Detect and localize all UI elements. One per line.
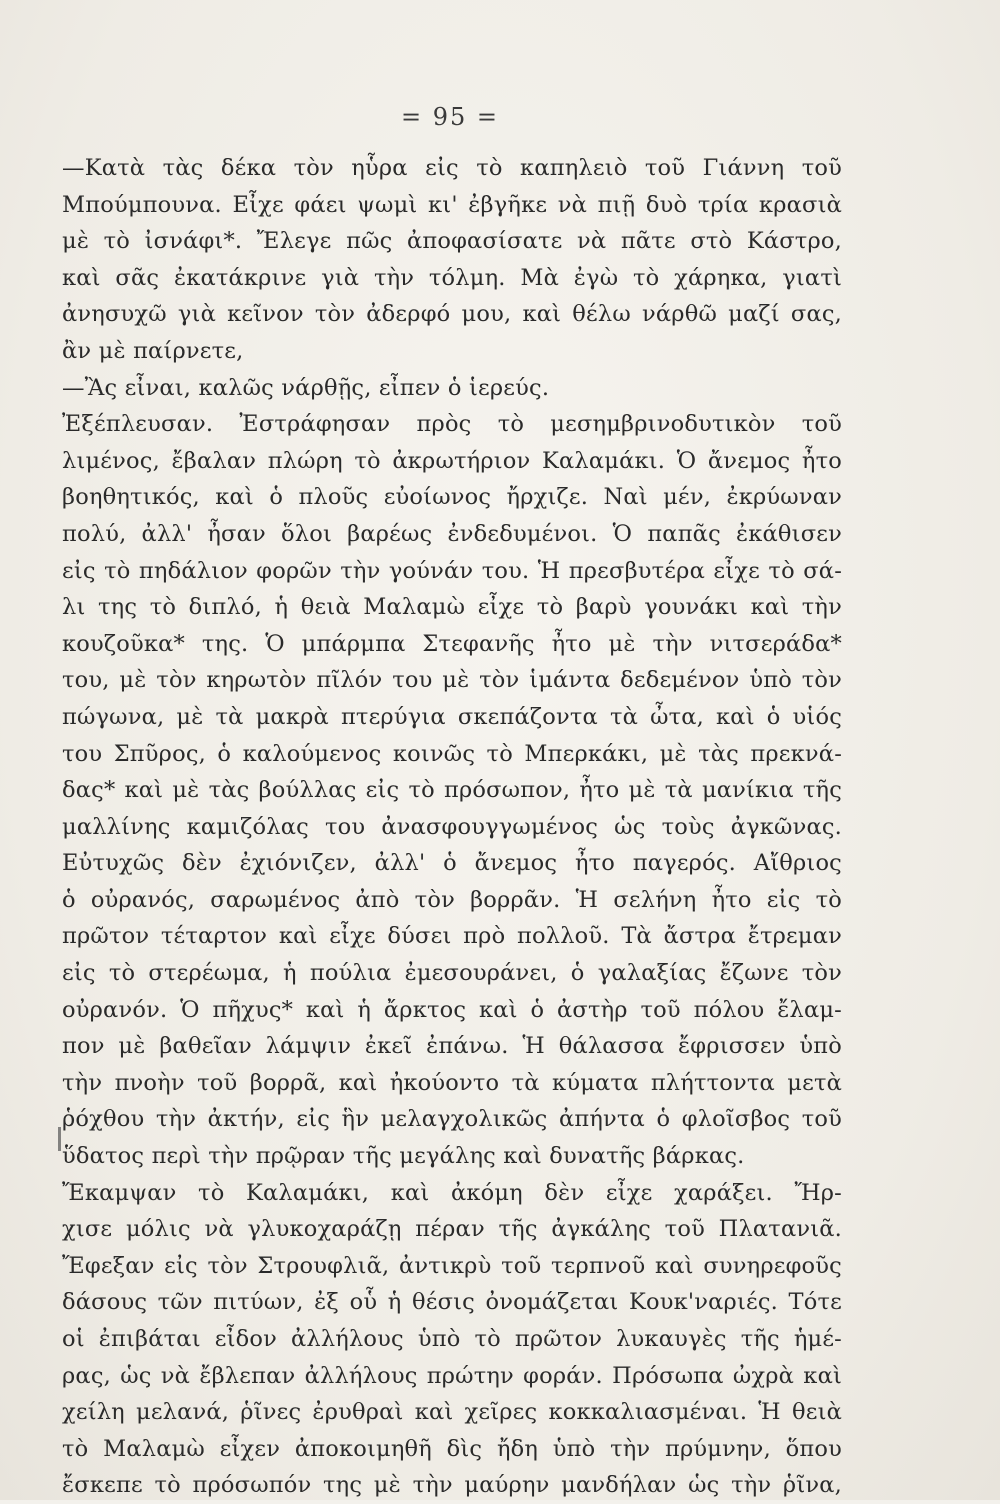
text-line: δας* καὶ μὲ τὰς βούλλας εἰς τὸ πρόσωπον, ἦτο μὲ τὰ μανίκια τῆς — [62, 777, 842, 804]
text-line: πον μὲ βαθεῖαν λάμψιν ἐκεῖ ἐπάνω. Ἡ θάλασσα ἔφρισσεν ὑπὸ — [62, 1033, 842, 1060]
body-text — [62, 150, 842, 1504]
text-line: ῥόχθου τὴν ἀκτήν, εἰς ἣν μελαγχολικῶς ἀπήντα ὁ φλοῖσβος τοῦ — [62, 1106, 842, 1133]
text-line: τὸ Μαλαμὼ εἶχεν ἀποκοιμηθῆ δὶς ἤδη ὑπὸ τὴν πρύμνην, ὅπου — [62, 1435, 842, 1462]
text-line: πώγωνα, μὲ τὰ μακρὰ πτερύγια σκεπάζοντα τὰ ὦτα, καὶ ὁ υἱός — [62, 703, 842, 730]
text-line: εἰς τὸ στερέωμα, ἡ πούλια ἐμεσουράνει, ὁ γαλαξίας ἔζωνε τὸν — [62, 960, 842, 987]
text-line: —Ἂς εἶναι, καλῶς νάρθῇς, εἶπεν ὁ ἱερεύς. — [62, 374, 550, 401]
text-line: του Σπῦρος, ὁ καλούμενος κοινῶς τὸ Μπερκάκι, μὲ τὰς πρεκνά- — [62, 740, 842, 767]
text-line: μὲ τὸ ἰσνάφι*. Ἔλεγε πῶς ἀποφασίσατε νὰ πᾶτε στὸ Κάστρο, — [62, 228, 842, 255]
text-line: Εὐτυχῶς δὲν ἐχιόνιζεν, ἀλλ' ὁ ἄνεμος ἦτο παγερός. Αἴθριος — [62, 850, 842, 877]
margin-mark — [58, 1127, 61, 1151]
text-line: χισε μόλις νὰ γλυκοχαράζῃ πέραν τῆς ἀγκάλης τοῦ Πλατανιᾶ. — [62, 1216, 842, 1243]
text-line: βοηθητικός, καὶ ὁ πλοῦς εὐοίωνος ἤρχιζε. Ναὶ μέν, ἐκρύωναν — [62, 484, 842, 511]
text-line: πολύ, ἀλλ' ἦσαν ὅλοι βαρέως ἐνδεδυμένοι. Ὁ παπᾶς ἐκάθισεν — [62, 520, 842, 547]
text-line: οὐρανόν. Ὁ πῆχυς* καὶ ἡ ἄρκτος καὶ ὁ ἀστὴρ τοῦ πόλου ἔλαμ- — [62, 996, 842, 1023]
text-line: οἱ ἐπιβάται εἶδον ἀλλήλους ὑπὸ τὸ πρῶτον λυκαυγὲς τῆς ἡμέ- — [62, 1326, 842, 1352]
text-line: λιμένος, ἔβαλαν πλώρη τὸ ἀκρωτήριον Καλαμάκι. Ὁ ἄνεμος ἦτο — [62, 447, 842, 474]
text-line: πρῶτον τέταρτον καὶ εἶχε δύσει πρὸ πολλοῦ. Τὰ ἄστρα ἔτρεμαν — [62, 923, 842, 950]
text-line: ἀνησυχῶ γιὰ κεῖνον τὸν ἀδερφό μου, καὶ θέλω νάρθῶ μαζί σας, — [62, 301, 842, 328]
text-line: Μπούμπουνα. Εἶχε φάει ψωμὶ κι' ἐβγῆκε νὰ πιῇ δυὸ τρία κρασιὰ — [62, 191, 842, 218]
text-line: μαλλίνης καμιζόλας του ἀνασφουγγωμένος ὡς τοὺς ἀγκῶνας. — [62, 813, 842, 840]
text-line: κουζοῦκα* της. Ὁ μπάρμπα Στεφανῆς ἦτο μὲ τὴν νιτσεράδα* — [62, 630, 842, 657]
text-line: τὴν πνοὴν τοῦ βορρᾶ, καὶ ἠκούοντο τὰ κύματα πλήττοντα μετὰ — [62, 1069, 842, 1096]
text-line: ρας, ὡς νὰ ἔβλεπαν ἀλλήλους πρώτην φοράν. Πρόσωπα ὠχρὰ καὶ — [62, 1362, 842, 1389]
text-line: χείλη μελανά, ῥῖνες ἐρυθραὶ καὶ χεῖρες κοκκαλιασμέναι. Ἡ θειὰ — [62, 1399, 842, 1426]
text-line: λι της τὸ διπλό, ἡ θειὰ Μαλαμὼ εἶχε τὸ βαρὺ γουνάκι καὶ τὴν — [62, 594, 842, 621]
text-line: Ἔφεξαν εἰς τὸν Στρουφλιᾶ, ἀντικρὺ τοῦ τερπνοῦ καὶ συνηρεφοῦς — [62, 1252, 842, 1279]
text-line: του, μὲ τὸν κηρωτὸν πῖλόν του μὲ τὸν ἱμάντα δεδεμένον ὑπὸ τὸν — [62, 667, 842, 694]
text-line: Ἔκαμψαν τὸ Καλαμάκι, καὶ ἀκόμη δὲν εἶχε χαράξει. Ἤρ- — [62, 1179, 842, 1206]
text-line: δάσους τῶν πιτύων, ἐξ οὗ ἡ θέσις ὀνομάζεται Κουκ'ναριές. Τότε — [62, 1289, 842, 1316]
text-line: ὕδατος περὶ τὴν πρῷραν τῆς μεγάλης καὶ δυνατῆς βάρκας. — [62, 1143, 745, 1170]
text-line: Ἐξέπλευσαν. Ἐστράφησαν πρὸς τὸ μεσημβρινοδυτικὸν τοῦ — [62, 411, 842, 438]
text-line: —Κατὰ τὰς δέκα τὸν ηὗρα εἰς τὸ καπηλειὸ τοῦ Γιάννη τοῦ — [62, 155, 842, 181]
text-line: εἰς τὸ πηδάλιον φορῶν τὴν γούνάν του. Ἡ πρεσβυτέρα εἶχε τὸ σά- — [62, 557, 842, 584]
text-line: ὁ οὐρανός, σαρωμένος ἀπὸ τὸν βορρᾶν. Ἡ σελήνη ἦτο εἰς τὸ — [62, 886, 842, 913]
text-line: ἔσκεπε τὸ πρόσωπόν της μὲ τὴν μαύρην μανδήλαν ὡς τὴν ῥῖνα, — [62, 1472, 842, 1499]
page-number: = 95 = — [400, 103, 499, 131]
text-line: καὶ σᾶς ἐκατάκρινε γιὰ τὴν τόλμη. Μὰ ἐγὼ τὸ χάρηκα, γιατὶ — [62, 264, 842, 291]
text-line: ἂν μὲ παίρνετε, — [62, 337, 244, 364]
